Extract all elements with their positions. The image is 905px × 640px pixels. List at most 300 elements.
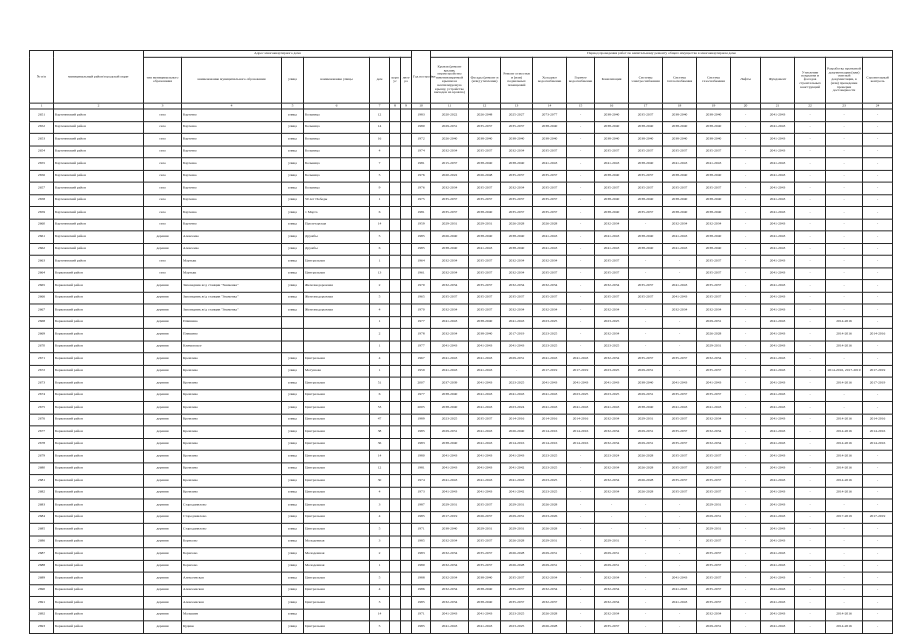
table-cell: 2041-2043	[761, 462, 795, 474]
table-cell: 1988	[412, 572, 431, 584]
table-cell: -	[567, 170, 595, 182]
table-cell: 2038-2040	[469, 158, 501, 170]
table-cell: 2029-2031	[431, 426, 469, 438]
table-cell	[390, 341, 401, 353]
table-cell: Центральная	[304, 438, 370, 450]
table-cell: -	[629, 341, 663, 353]
table-cell: 2041-2042	[501, 487, 533, 499]
table-cell: Больница	[304, 158, 370, 170]
table-cell: 2041-2043	[761, 304, 795, 316]
table-cell: -	[863, 572, 893, 584]
table-cell: 2035-2037	[595, 182, 629, 194]
column-number: 22	[795, 103, 826, 109]
table-cell: -	[863, 621, 893, 633]
table-cell: 1980	[412, 450, 431, 462]
table-cell: 2035-2037	[629, 206, 663, 218]
table-row	[30, 255, 893, 267]
table-cell: 2014-2016	[863, 438, 893, 450]
table-cell: Борковский район	[54, 523, 144, 535]
table-cell: 2038-2040	[629, 243, 663, 255]
table-cell: Борковский район	[54, 548, 144, 560]
table-cell: -	[863, 596, 893, 608]
table-cell: 2041-2043	[761, 341, 795, 353]
table-cell: 2041-2043	[663, 280, 697, 292]
table-cell: село	[144, 133, 182, 145]
table-cell	[401, 353, 412, 365]
table-cell: 2038-2040	[501, 158, 533, 170]
table-cell: Староданилово	[182, 523, 282, 535]
table-cell: -	[795, 377, 826, 389]
table-cell: 2032-2034	[431, 572, 469, 584]
table-cell: -	[826, 158, 863, 170]
table-cell: 4	[370, 487, 390, 499]
table-cell: деревня	[144, 475, 182, 487]
table-cell: 2041-2043	[761, 133, 795, 145]
table-cell: Алексеево	[182, 231, 282, 243]
table-cell: 2041-2043	[663, 401, 697, 413]
table-cell: 2035-2037	[469, 280, 501, 292]
table-cell: 1974	[412, 146, 431, 158]
table-cell: -	[567, 584, 595, 596]
header-col-14: Холодное водоснабжение	[533, 57, 567, 103]
table-cell: -	[567, 560, 595, 572]
table-cell: 2035-2037	[629, 182, 663, 194]
table-cell: -	[731, 584, 761, 596]
table-cell: -	[863, 401, 893, 413]
table-cell: -	[863, 109, 893, 121]
table-cell: деревня	[144, 414, 182, 426]
table-cell: деревня	[144, 426, 182, 438]
table-cell	[401, 609, 412, 621]
header-col-11: Кровля (ремонт крыши, переустройство невентилируемой крыши на вентилируемую крышу, устройство выходов на кровлю)	[431, 57, 469, 103]
table-cell: 2041-2043	[761, 206, 795, 218]
table-cell: Климовское	[182, 341, 282, 353]
table-cell: 2665	[30, 280, 54, 292]
table-cell: 2041-2043	[761, 414, 795, 426]
table-cell: 16	[370, 133, 390, 145]
table-cell: деревня	[144, 316, 182, 328]
table-cell: Староданилово	[182, 499, 282, 511]
table-cell	[401, 511, 412, 523]
table-cell	[401, 182, 412, 194]
table-cell: Больница	[304, 146, 370, 158]
table-cell: деревня	[144, 487, 182, 499]
table-cell: Борковский район	[54, 280, 144, 292]
header-col-20: Лифты	[731, 57, 761, 103]
table-cell: Мотушова	[304, 365, 370, 377]
header-col-6: наименование улицы	[304, 57, 370, 103]
table-cell	[401, 389, 412, 401]
table-cell: -	[629, 536, 663, 548]
header-col-4: наименование муниципального образования	[182, 57, 282, 103]
capital-repair-schedule-table	[29, 50, 893, 634]
table-cell: 2026-2028	[533, 609, 567, 621]
table-cell: 1983	[412, 438, 431, 450]
table-cell: улица	[282, 377, 304, 389]
table-cell: 2032-2034	[431, 304, 469, 316]
table-cell: 2026-2028	[533, 523, 567, 535]
table-cell: 2035-2037	[501, 194, 533, 206]
table-cell: 2041-2043	[431, 621, 469, 633]
table-cell: -	[731, 438, 761, 450]
table-cell: 2035-2037	[629, 109, 663, 121]
table-cell: Кудино	[182, 621, 282, 633]
table-cell: -	[567, 121, 595, 133]
table-cell: 2023-2025	[595, 389, 629, 401]
table-cell: 53	[370, 401, 390, 413]
table-row	[30, 219, 893, 231]
table-cell	[401, 462, 412, 474]
table-cell: Бартеево	[182, 158, 282, 170]
table-cell: деревня	[144, 548, 182, 560]
table-cell: 2041-2043	[761, 389, 795, 401]
table-cell: -	[629, 511, 663, 523]
table-cell: деревня	[144, 560, 182, 572]
table-cell: 2026-2040	[431, 133, 469, 145]
table-cell: -	[629, 219, 663, 231]
table-cell: 2035-2037	[501, 584, 533, 596]
table-cell: -	[795, 158, 826, 170]
table-cell: 2035-2037	[469, 499, 501, 511]
table-cell: -	[567, 182, 595, 194]
header-col-23: Разработка проектной документации (или) сметной документации, в (или) проведение проверки достоверности	[826, 57, 863, 103]
table-cell	[390, 536, 401, 548]
table-cell: село	[144, 255, 182, 267]
table-cell: 2029-2031	[697, 523, 731, 535]
table-cell	[401, 536, 412, 548]
table-cell: деревня	[144, 243, 182, 255]
table-cell: Центральная	[304, 389, 370, 401]
table-cell: 2687	[30, 548, 54, 560]
table-cell: -	[595, 523, 629, 535]
table-cell: 2041-2043	[761, 536, 795, 548]
table-cell: 2041-2043	[761, 487, 795, 499]
table-cell	[390, 426, 401, 438]
table-cell: -	[795, 194, 826, 206]
table-cell: улица	[282, 255, 304, 267]
table-cell: 2035-2037	[697, 560, 731, 572]
table-cell: -	[795, 121, 826, 133]
table-cell: 2035-2037	[469, 194, 501, 206]
table-cell: 2017-2019	[863, 511, 893, 523]
table-cell: 2029-2031	[501, 511, 533, 523]
table-row	[30, 401, 893, 413]
table-row	[30, 121, 893, 133]
table-cell: Центральная	[304, 377, 370, 389]
table-cell: 2014-2016	[826, 438, 863, 450]
table-cell: -	[826, 121, 863, 133]
table-cell: 2041-2043	[761, 146, 795, 158]
table-cell: Борковский район	[54, 328, 144, 340]
table-cell	[304, 609, 370, 621]
table-cell: -	[663, 341, 697, 353]
table-cell: -	[567, 292, 595, 304]
table-cell: 2029-2031	[533, 560, 567, 572]
table-cell: -	[731, 194, 761, 206]
table-cell: 2014-2016	[863, 414, 893, 426]
table-row	[30, 377, 893, 389]
table-row	[30, 133, 893, 145]
table-cell: 2038-2040	[469, 328, 501, 340]
table-cell: -	[826, 146, 863, 158]
table-cell: 2035-2037	[697, 487, 731, 499]
table-cell: 2032-2034	[431, 280, 469, 292]
table-cell: 2014-2016	[826, 450, 863, 462]
table-cell: Борковский район	[54, 341, 144, 353]
table-cell	[401, 341, 412, 353]
table-cell: улица	[282, 280, 304, 292]
table-cell: 1977	[412, 389, 431, 401]
table-cell: -	[629, 609, 663, 621]
table-cell: -	[795, 170, 826, 182]
table-cell: 2032-2034	[431, 267, 469, 279]
table-cell: -	[795, 426, 826, 438]
table-cell: 2032-2034	[595, 328, 629, 340]
table-cell: 2029-2031	[629, 426, 663, 438]
table-cell: 2041-2043	[761, 109, 795, 121]
table-cell: 38	[370, 426, 390, 438]
table-cell: 2023-2025	[501, 609, 533, 621]
table-cell: Бартеневский район	[54, 243, 144, 255]
table-cell: 2007	[412, 377, 431, 389]
table-row	[30, 487, 893, 499]
table-cell: улица	[282, 219, 304, 231]
table-cell: 2023-2025	[533, 316, 567, 328]
table-cell: Центральная	[304, 511, 370, 523]
table-cell: Центральная	[304, 450, 370, 462]
table-cell: 2020-2022	[431, 170, 469, 182]
table-cell: Борковский район	[54, 401, 144, 413]
table-cell: 2690	[30, 584, 54, 596]
table-cell: 5	[370, 621, 390, 633]
table-cell: 2014-2016	[826, 462, 863, 474]
column-number: 5	[282, 103, 304, 109]
table-cell: Центральная	[304, 255, 370, 267]
table-cell: 3	[370, 499, 390, 511]
table-cell: 2041-2043	[431, 487, 469, 499]
table-cell: Бартеево	[182, 194, 282, 206]
table-cell: -	[731, 523, 761, 535]
table-cell: 2038-2040	[469, 206, 501, 218]
table-cell: 2682	[30, 487, 54, 499]
table-cell: 2041-2043	[761, 621, 795, 633]
table-cell: 2032-2034	[595, 462, 629, 474]
table-cell: Молодежная	[304, 548, 370, 560]
table-cell	[390, 450, 401, 462]
table-cell: -	[795, 438, 826, 450]
table-cell: 50 лет Победы	[304, 194, 370, 206]
table-cell: деревня	[144, 304, 182, 316]
table-cell: 2023-2025	[501, 377, 533, 389]
table-cell: -	[501, 365, 533, 377]
table-cell: Больница	[304, 133, 370, 145]
table-cell: -	[795, 414, 826, 426]
table-row	[30, 158, 893, 170]
table-cell: -	[795, 316, 826, 328]
table-cell: 1983	[412, 548, 431, 560]
table-cell: 1972	[412, 133, 431, 145]
table-cell: -	[629, 523, 663, 535]
table-cell: -	[731, 401, 761, 413]
table-cell	[390, 231, 401, 243]
table-cell: 2017-2019	[863, 377, 893, 389]
table-cell: -	[731, 450, 761, 462]
table-cell: улица	[282, 426, 304, 438]
table-cell	[390, 475, 401, 487]
table-cell: -	[826, 231, 863, 243]
table-cell: Центральная	[304, 414, 370, 426]
table-cell: Кремлево	[182, 401, 282, 413]
table-cell: 2041-2043	[761, 523, 795, 535]
table-cell: 2041-2042	[501, 462, 533, 474]
table-cell	[390, 206, 401, 218]
table-cell: -	[863, 584, 893, 596]
table-cell: 2029-2031	[629, 414, 663, 426]
table-cell: село	[144, 267, 182, 279]
table-cell	[390, 133, 401, 145]
table-cell: 2017-2019	[826, 511, 863, 523]
table-cell: -	[731, 353, 761, 365]
table-cell: 2038-2040	[595, 133, 629, 145]
table-cell: 2692	[30, 609, 54, 621]
table-cell: -	[731, 389, 761, 401]
table-cell: 1985	[412, 596, 431, 608]
table-cell: 1959	[412, 365, 431, 377]
table-cell: Бартеневский район	[54, 219, 144, 231]
table-cell: Центральная	[304, 621, 370, 633]
table-cell: улица	[282, 536, 304, 548]
table-cell: 2041-2043	[761, 255, 795, 267]
table-cell: 2029-2031	[697, 341, 731, 353]
table-cell: Бартеневский район	[54, 231, 144, 243]
table-cell: -	[863, 560, 893, 572]
table-cell: 2660	[30, 219, 54, 231]
table-cell: 5	[370, 170, 390, 182]
table-cell: 2035-2037	[697, 292, 731, 304]
table-cell: 1	[370, 365, 390, 377]
table-cell	[390, 414, 401, 426]
table-cell: улица	[282, 560, 304, 572]
table-cell: 2038-2040	[697, 231, 731, 243]
table-cell: 2032-2034	[595, 475, 629, 487]
table-cell: село	[144, 219, 182, 231]
table-cell: 2035-2037	[663, 414, 697, 426]
table-cell: Борковский район	[54, 414, 144, 426]
table-cell: 2041-2043	[761, 438, 795, 450]
table-cell: Алексеевская	[182, 572, 282, 584]
table-cell: 9	[370, 182, 390, 194]
table-cell	[304, 341, 370, 353]
table-cell: 2041-2043	[761, 596, 795, 608]
table-cell	[390, 523, 401, 535]
table-cell: -	[629, 499, 663, 511]
table-cell: -	[567, 133, 595, 145]
column-number: 24	[863, 103, 893, 109]
table-cell: улица	[282, 231, 304, 243]
table-cell: -	[826, 304, 863, 316]
table-cell: 2025-2027	[501, 109, 533, 121]
table-cell: 1981	[412, 206, 431, 218]
table-cell: 2041-2043	[567, 401, 595, 413]
table-row	[30, 438, 893, 450]
table-row	[30, 194, 893, 206]
table-cell: 2038-2040	[629, 133, 663, 145]
table-cell: -	[567, 206, 595, 218]
table-cell: -	[731, 609, 761, 621]
table-row	[30, 316, 893, 328]
table-cell: 2659	[30, 206, 54, 218]
table-cell: 2038-2040	[663, 133, 697, 145]
table-cell: 2038-2040	[595, 194, 629, 206]
table-cell: 2038-2040	[469, 231, 501, 243]
table-cell: 1971	[412, 523, 431, 535]
table-cell: 2041-2043	[761, 572, 795, 584]
table-row	[30, 475, 893, 487]
table-cell: улица	[282, 182, 304, 194]
table-cell: 2041-2043	[533, 158, 567, 170]
table-cell: -	[826, 243, 863, 255]
table-cell: -	[567, 596, 595, 608]
table-cell: -	[731, 426, 761, 438]
table-cell: 2032-2034	[533, 255, 567, 267]
table-row	[30, 170, 893, 182]
table-cell: деревня	[144, 365, 182, 377]
table-cell: 2032-2034	[533, 584, 567, 596]
table-cell: 2026-2048	[469, 109, 501, 121]
table-cell	[390, 621, 401, 633]
table-cell: Кремлево	[182, 377, 282, 389]
table-cell	[401, 146, 412, 158]
table-cell: -	[731, 596, 761, 608]
table-cell: 2663	[30, 255, 54, 267]
table-cell: 2041-2043	[533, 243, 567, 255]
table-cell: 2029-2031	[629, 389, 663, 401]
table-cell: -	[826, 206, 863, 218]
table-cell: -	[567, 328, 595, 340]
table-cell: 1974	[412, 475, 431, 487]
table-cell: -	[863, 158, 893, 170]
column-number: 3	[144, 103, 182, 109]
table-cell	[401, 304, 412, 316]
column-number: 15	[567, 103, 595, 109]
table-cell: Центральная	[304, 523, 370, 535]
table-cell: 2041-2043	[469, 450, 501, 462]
table-cell: улица	[282, 487, 304, 499]
table-cell: 2035-2037	[697, 536, 731, 548]
table-cell: 1970	[412, 304, 431, 316]
table-cell: 2029-2031	[501, 353, 533, 365]
table-cell: 2658	[30, 194, 54, 206]
table-cell: 2029-2031	[431, 121, 469, 133]
table-cell	[390, 158, 401, 170]
table-cell: -	[826, 536, 863, 548]
table-cell: 1	[370, 194, 390, 206]
table-cell: -	[663, 365, 697, 377]
table-cell: Центральная	[304, 401, 370, 413]
table-cell	[390, 487, 401, 499]
table-cell: 2041-2043	[663, 292, 697, 304]
table-cell: 2691	[30, 596, 54, 608]
column-number: 2	[54, 103, 144, 109]
table-cell: -	[795, 572, 826, 584]
table-cell: 2029-2031	[431, 219, 469, 231]
table-cell: Бартеево	[182, 121, 282, 133]
table-cell: 2035-2037	[697, 146, 731, 158]
table-cell: -	[826, 109, 863, 121]
table-cell: улица	[282, 414, 304, 426]
table-cell: Борковский район	[54, 267, 144, 279]
table-cell: 1	[370, 255, 390, 267]
